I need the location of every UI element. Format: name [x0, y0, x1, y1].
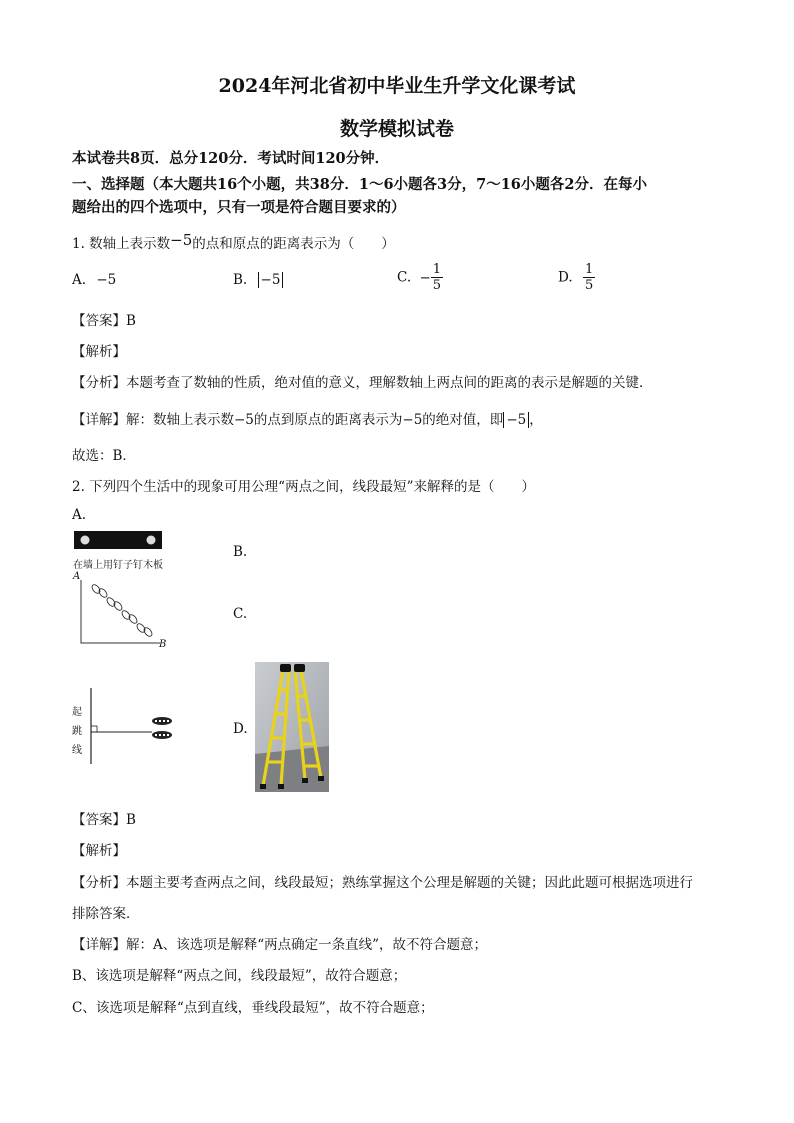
q2-option-a-label: A. [72, 507, 87, 523]
fraction-numerator: 1 [584, 262, 594, 277]
option-fraction [431, 262, 443, 293]
exam-subtitle: 数学模拟试卷 [339, 118, 454, 140]
q2-analysis-line2: 排除答案． [72, 906, 140, 922]
q1-stem-number: −5 [170, 231, 193, 249]
q1-choose: 故选：B． [72, 448, 136, 464]
exam-info: 本试卷共8页．总分120分．考试时间120分钟． [72, 150, 390, 167]
q2-detail-c: C、该选项是解释“点到直线，垂线段最短”，故不符合题意； [72, 1000, 434, 1016]
takeoff-char-3: 线 [72, 745, 82, 756]
q2-jiexi: 【解析】 [72, 843, 126, 859]
option-label: D. [558, 269, 573, 286]
q1-option-c [397, 262, 443, 293]
option-label: A. [72, 272, 87, 288]
option-label: B. [233, 272, 248, 288]
option-sign: − [419, 269, 431, 286]
q1-analysis: 【分析】本题考查了数轴的性质，绝对值的意义，理解数轴上两点间的距离的表示是解题的关键． [72, 375, 653, 391]
fraction-denominator: 5 [432, 278, 442, 293]
q2-detail-a: 【详解】解：A、该选项是解释“两点确定一条直线”，故不符合题意； [72, 937, 488, 953]
fraction-numerator: 1 [432, 262, 442, 277]
footprints [90, 583, 153, 638]
takeoff-char-1: 起 [72, 707, 82, 718]
q1-option-d [558, 262, 595, 293]
footpath-image [76, 580, 160, 648]
nail-right [147, 536, 156, 545]
point-a-label: A [73, 571, 81, 582]
section-heading-line1: 一、选择题（本大题共16个小题，共38分．1～6小题各3分，7～16小题各2分．在每小 [72, 176, 647, 193]
right-angle-mark [91, 726, 97, 732]
q1-jiexi: 【解析】 [72, 344, 126, 360]
option-value: −5 [258, 272, 284, 288]
q1-detail [72, 408, 543, 428]
nail-left [81, 536, 90, 545]
board-nails-image [74, 531, 164, 551]
q2-answer: 【答案】B [72, 812, 136, 828]
q1-detail-abs: −5 [503, 412, 529, 428]
ladder-photo [255, 662, 329, 792]
q1-option-b [233, 272, 283, 288]
q2-option-b-label: B. [233, 544, 248, 560]
q2-analysis-line1: 【分析】本题主要考查两点之间，线段最短；熟练掌握这个公理是解题的关键；因此此题可根据选项进行 [72, 875, 693, 891]
takeoff-char-2: 跳 [72, 726, 82, 737]
fraction-denominator: 5 [584, 278, 594, 293]
q1-detail-end: ， [529, 412, 543, 428]
exam-title: 2024年河北省初中毕业生升学文化课考试 [218, 75, 576, 97]
q2-option-a-caption: 在墙上用钉子钉木板 [73, 560, 163, 571]
q1-option-a [72, 272, 116, 288]
q1-stem-part2: 的点和原点的距离表示为（ ） [192, 236, 395, 252]
q2-detail-b: B、该选项是解释“两点之间，线段最短”，故符合题意； [72, 968, 407, 984]
q1-answer: 【答案】B [72, 313, 136, 329]
q2-option-d-label: D. [233, 721, 248, 737]
q1-stem [72, 232, 395, 252]
q1-detail-text: 【详解】解：数轴上表示数−5的点到原点的距离表示为−5的绝对值，即 [72, 412, 504, 428]
q2-option-c-label: C. [233, 606, 248, 622]
q2-stem: 2. 下列四个生活中的现象可用公理“两点之间，线段最短”来解释的是（ ） [72, 479, 535, 495]
option-value: −5 [96, 272, 117, 288]
option-label: C. [397, 269, 412, 286]
long-jump-image [86, 688, 178, 766]
option-fraction [583, 262, 595, 293]
point-b-label: B [159, 639, 167, 650]
section-heading-line2: 题给出的四个选项中，只有一项是符合题目要求的） [72, 199, 406, 216]
q1-stem-part1: 1. 数轴上表示数 [72, 236, 171, 252]
